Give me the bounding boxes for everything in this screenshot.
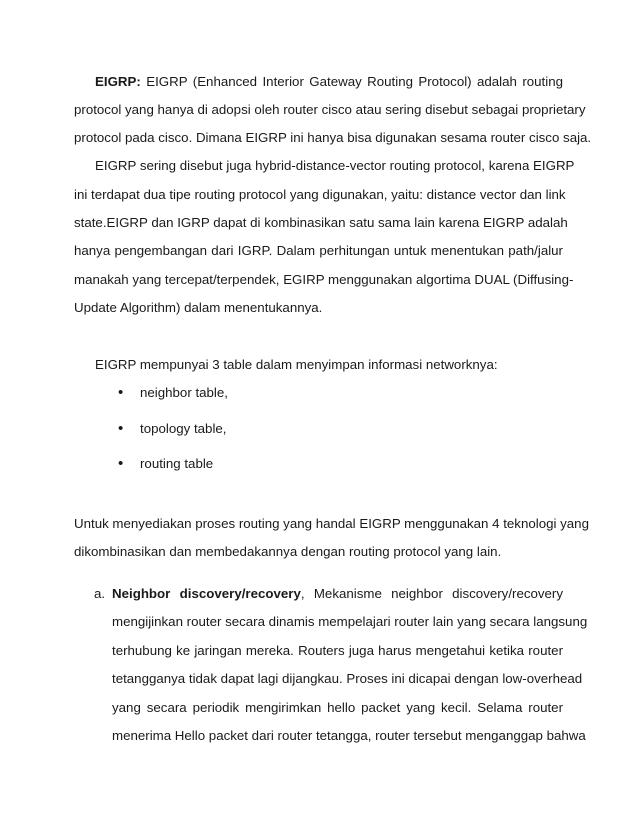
list-a-term: Neighbor discovery/recovery bbox=[112, 586, 301, 601]
list-a-line: tetangganya tidak dapat lagi dijangkau. Proses ini dicapai dengan low-overhead bbox=[112, 671, 583, 686]
paragraph1-line2: protocol yang hanya di adopsi oleh router cisco atau sering disebut sebagai proprietary bbox=[74, 102, 586, 117]
paragraph2-line: Update Algorithm) dalam menentukannya. bbox=[74, 300, 323, 315]
list-a-line: terhubung ke jaringan mereka. Routers juga harus mengetahui ketika router bbox=[112, 643, 563, 658]
bullet-item bbox=[118, 421, 227, 437]
bullet-text: routing table bbox=[140, 456, 214, 471]
list-a-line1 bbox=[112, 586, 563, 602]
bullet-icon: • bbox=[118, 420, 124, 437]
paragraph2-line: hanya pengembangan dari IGRP. Dalam perhitungan untuk menentukan path/jalur bbox=[74, 243, 563, 258]
bullet-text: topology table, bbox=[140, 421, 227, 436]
paragraph1-line1 bbox=[95, 74, 563, 90]
list-a-line: mengijinkan router secara dinamis mempelajari router lain yang secara langsung bbox=[112, 614, 588, 629]
paragraph2-line: manakah yang tercepat/terpendek, EGIRP menggunakan algortima DUAL (Diffusing- bbox=[74, 272, 574, 287]
bullet-item bbox=[118, 456, 213, 472]
paragraph2-line: ini terdapat dua tipe routing protocol yang digunakan, yaitu: distance vector dan link bbox=[74, 187, 566, 202]
bullet-icon: • bbox=[118, 455, 124, 472]
paragraph2-line: EIGRP sering disebut juga hybrid-distance-vector routing protocol, karena EIGRP bbox=[95, 158, 575, 173]
tables-intro: EIGRP mempunyai 3 table dalam menyimpan informasi networknya: bbox=[95, 357, 498, 372]
paragraph4-line: dikombinasikan dan membedakannya dengan routing protocol yang lain. bbox=[74, 544, 502, 559]
paragraph1-line1-text: EIGRP (Enhanced Interior Gateway Routing Protocol) adalah routing bbox=[146, 74, 563, 89]
list-a-line: yang secara periodik mengirimkan hello packet yang kecil. Selama router bbox=[112, 700, 563, 715]
eigrp-label: EIGRP: bbox=[95, 74, 141, 89]
bullet-text: neighbor table, bbox=[140, 385, 228, 400]
bullet-item bbox=[118, 385, 228, 401]
list-a-line: menerima Hello packet dari router tetangga, router tersebut menganggap bahwa bbox=[112, 728, 586, 743]
paragraph4-line: Untuk menyediakan proses routing yang handal EIGRP menggunakan 4 teknologi yang bbox=[74, 516, 589, 531]
paragraph2-line: state.EIGRP dan IGRP dapat di kombinasikan satu sama lain karena EIGRP adalah bbox=[74, 215, 568, 230]
list-a-line1-text: Mekanisme neighbor discovery/recovery bbox=[313, 586, 563, 601]
list-a-term-comma: , bbox=[300, 586, 305, 601]
paragraph1-line3: protocol pada cisco. Dimana EIGRP ini hanya bisa digunakan sesama router cisco saja. bbox=[74, 130, 592, 145]
list-marker-a: a. bbox=[94, 586, 106, 601]
bullet-icon: • bbox=[118, 384, 124, 401]
